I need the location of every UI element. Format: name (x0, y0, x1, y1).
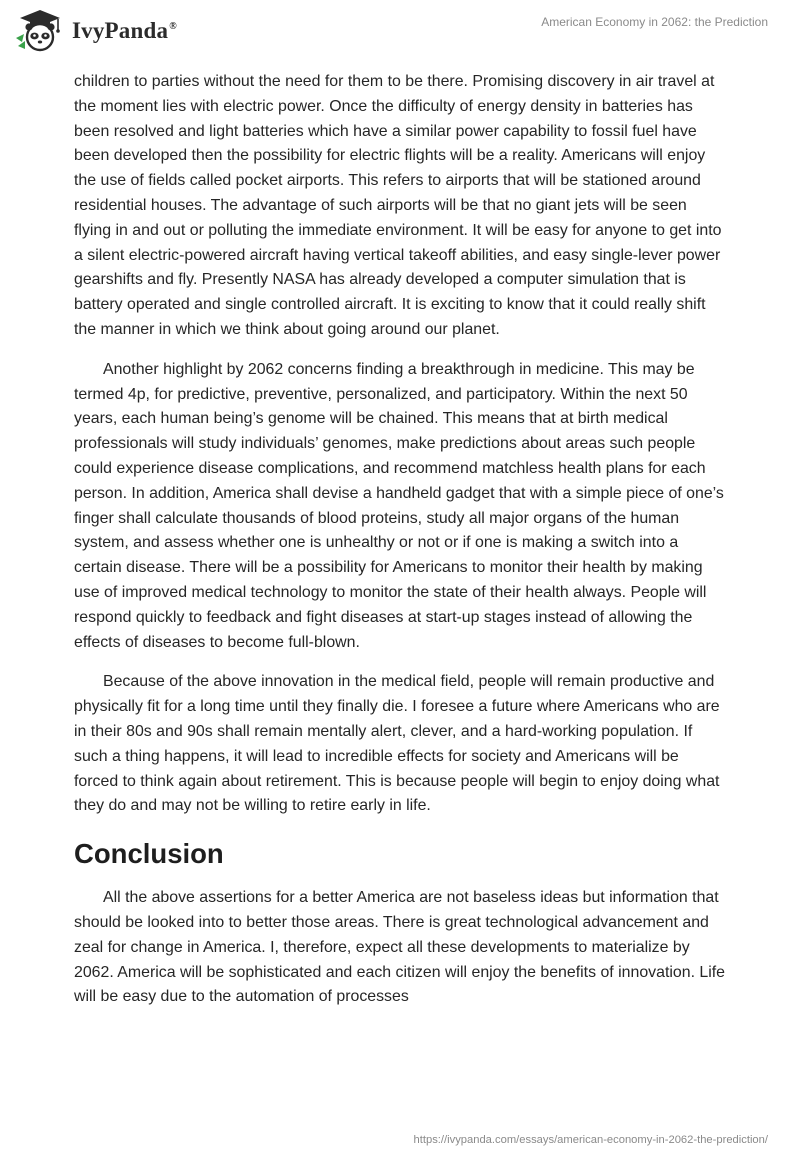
ivypanda-logo[interactable] (14, 8, 177, 54)
registered-mark: ® (169, 21, 177, 33)
paragraph: children to parties without the need for them to be there. Promising discovery in air travel at the moment lies with electric power. Once the difficulty of energy density in batteries has been resolved and light batteries which have a similar power capability to fossil fuel have been developed then the possibility for electric flights will be a reality. Americans will enjoy the use of fields called pocket airports. This refers to airports that will be stationed around residential houses. The advantage of such airports will be that no giant jets will be seen flying in and out or polluting the immediate environment. It will be easy for anyone to get into a silent electric-powered aircraft having vertical takeoff abilities, and easy single-lever power gearshifts and fly. Presently NASA has already developed a computer simulation that is battery operated and single controlled aircraft. It is exciting to know that it could really shift the manner in which we think about going around our planet. (74, 73, 722, 338)
essay-body (74, 70, 726, 1025)
brand-text: IvyPanda (72, 18, 169, 43)
brand-name (72, 18, 177, 44)
paragraph: Because of the above innovation in the medical field, people will remain productive and physically fit for a long time until they finally die. I foresee a future where Americans who are in their 80s and 90s shall remain mentally alert, clever, and a hard-working population. If such a thing happens, it will lead to incredible effects for society and Americans will be forced to think again about retirement. This is because people will begin to enjoy doing what they do and may not be willing to retire early in life. (74, 673, 720, 815)
paragraph: All the above assertions for a better America are not baseless ideas but information that should be looked into to better those areas. There is great technological advancement and zeal for change in America. I, therefore, expect all these developments to materialize by 2062. America will be sophisticated and each citizen will enjoy the benefits of innovation. Life will be easy due to the automation of processes (74, 889, 726, 1006)
panda-graduate-icon (14, 8, 66, 54)
section-heading: Conclusion (74, 838, 224, 870)
source-url[interactable]: https://ivypanda.com/essays/american-economy-in-2062-the-prediction/ (413, 1134, 768, 1146)
page-header (0, 0, 800, 62)
paragraph: Another highlight by 2062 concerns finding a breakthrough in medicine. This may be termed 4p, for predictive, preventive, personalized, and participatory. Within the next 50 years, each human being’s genome will be chained. This means that at birth medical professionals will study individuals’ genomes, make predictions about areas such people could experience disease complications, and recommend matchless health plans for each person. In addition, America shall devise a handheld gadget that with a simple piece of one’s finger shall calculate thousands of blood proteins, study all major organs of the human system, and assess whether one is unhealthy or not or if one is making a switch into a certain disease. There will be a possibility for Americans to monitor their health by making use of improved medical technology to monitor the state of their health always. People will respond quickly to feedback and fight diseases at start-up stages instead of allowing the effects of diseases to become full-blown. (74, 360, 724, 651)
document-title: American Economy in 2062: the Prediction (541, 15, 768, 29)
